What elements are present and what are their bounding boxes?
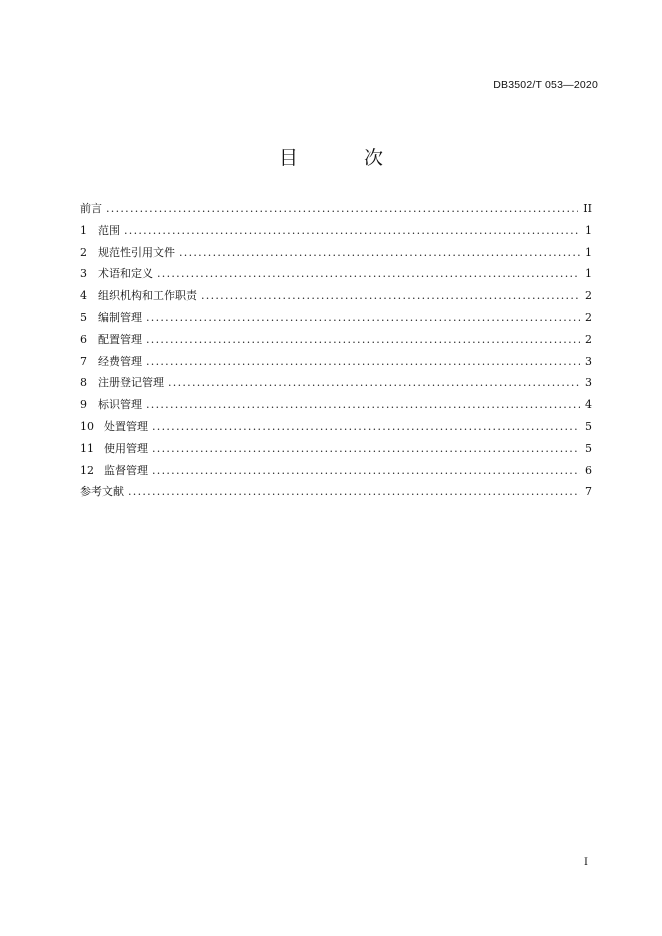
toc-entry-number: 1: [80, 223, 87, 237]
toc-entry-label: 前言: [80, 202, 102, 215]
toc-leader-dots: [157, 263, 580, 285]
toc-leader-dots: [152, 416, 580, 438]
toc-entry-number: 9: [80, 398, 87, 412]
toc-entry-number: 2: [80, 245, 87, 259]
toc-entry-label: 经费管理: [98, 354, 142, 368]
toc-entry-page: 3: [585, 376, 592, 390]
toc-entry-label: 标识管理: [98, 398, 142, 412]
toc-entry-page: 5: [585, 441, 592, 455]
toc-leader-dots: [146, 394, 580, 416]
toc-entry-number: 11: [80, 441, 94, 455]
toc-entry-label: 使用管理: [104, 441, 148, 455]
toc-leader-dots: [179, 242, 580, 264]
toc-leader-dots: [152, 460, 580, 482]
toc-entry-6[interactable]: [80, 329, 592, 351]
toc-entry-label: 范围: [98, 223, 120, 237]
toc-entry-7[interactable]: [80, 351, 592, 373]
toc-entry-number: 6: [80, 332, 87, 346]
toc-entry-number: 5: [80, 310, 87, 324]
toc-entry-number: 12: [80, 463, 94, 477]
toc-entry-page: 1: [585, 223, 592, 237]
toc-entry-page: II: [583, 202, 592, 215]
toc-entry-label: 编制管理: [98, 310, 142, 324]
toc-entry-number: 7: [80, 354, 87, 368]
toc-entry-page: 7: [585, 485, 592, 499]
toc-leader-dots: [168, 372, 580, 394]
toc-entry-number: 3: [80, 267, 87, 281]
toc-entry-5[interactable]: [80, 307, 592, 329]
toc-leader-dots: [128, 481, 580, 503]
toc-entry-9[interactable]: [80, 394, 592, 416]
toc-entry-label: 术语和定义: [98, 267, 153, 281]
toc-leader-dots: [146, 351, 580, 373]
toc-entry-page: 2: [585, 310, 592, 324]
toc-leader-dots: [201, 285, 580, 307]
toc-entry-2[interactable]: [80, 242, 592, 264]
toc-entry-page: 1: [585, 267, 592, 281]
toc-entry-page: 5: [585, 419, 592, 433]
toc-entry-page: 2: [585, 289, 592, 303]
page-number: I: [584, 857, 588, 868]
toc-title: 目 次: [278, 147, 414, 169]
toc-leader-dots: [124, 220, 580, 242]
toc-entry-label: 配置管理: [98, 332, 142, 346]
toc-entry-label: 组织机构和工作职责: [98, 289, 197, 303]
toc-entry-label: 规范性引用文件: [98, 245, 175, 259]
toc-entry-page: 2: [585, 332, 592, 346]
toc-entry-page: 3: [585, 354, 592, 368]
toc-entry-number: 10: [80, 419, 94, 433]
toc-entry-page: 1: [585, 245, 592, 259]
toc-entry-8[interactable]: [80, 372, 592, 394]
toc-entry-12[interactable]: [80, 460, 592, 482]
table-of-contents: [80, 198, 592, 503]
toc-entry-label: 注册登记管理: [98, 376, 164, 390]
toc-entry-page: 4: [585, 398, 592, 412]
toc-entry-references[interactable]: [80, 481, 592, 503]
toc-entry-1[interactable]: [80, 220, 592, 242]
toc-entry-label: 监督管理: [104, 463, 148, 477]
toc-entry-number: 8: [80, 376, 87, 390]
toc-leader-dots: [106, 198, 578, 220]
toc-entry-3[interactable]: [80, 263, 592, 285]
toc-entry-11[interactable]: [80, 438, 592, 460]
document-code: DB3502/T 053—2020: [493, 79, 598, 91]
toc-entry-label: 处置管理: [104, 419, 148, 433]
toc-entry-preface[interactable]: [80, 198, 592, 220]
toc-entry-label: 参考文献: [80, 485, 124, 499]
toc-leader-dots: [146, 307, 580, 329]
toc-entry-number: 4: [80, 289, 87, 303]
toc-entry-10[interactable]: [80, 416, 592, 438]
toc-leader-dots: [146, 329, 580, 351]
toc-entry-page: 6: [585, 463, 592, 477]
toc-entry-4[interactable]: [80, 285, 592, 307]
toc-leader-dots: [152, 438, 580, 460]
